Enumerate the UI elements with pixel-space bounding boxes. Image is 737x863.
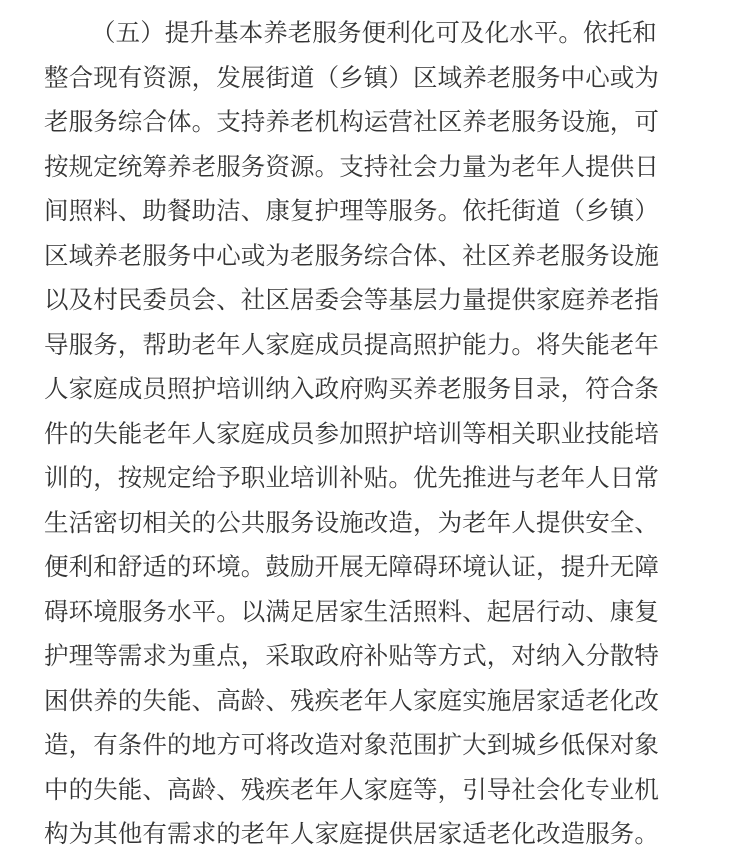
paragraph-line: 间照料、助餐助洁、康复护理等服务。依托街道（乡镇）	[44, 196, 659, 225]
paragraph-line: 造，有条件的地方可将改造对象范围扩大到城乡低保对象	[44, 730, 659, 759]
paragraph-line: 构为其他有需求的老年人家庭提供居家适老化改造服务。	[44, 819, 659, 848]
paragraph-line: 护理等需求为重点，采取政府补贴等方式，对纳入分散特	[44, 641, 659, 670]
paragraph-line: 训的，按规定给予职业培训补贴。优先推进与老年人日常	[44, 463, 659, 492]
paragraph-line: 便利和舒适的环境。鼓励开展无障碍环境认证，提升无障	[44, 552, 659, 581]
paragraph-line: （五）提升基本养老服务便利化可及化水平。依托和	[91, 18, 657, 47]
paragraph-line: 碍环境服务水平。以满足居家生活照料、起居行动、康复	[44, 597, 659, 626]
paragraph-line: 整合现有资源，发展街道（乡镇）区域养老服务中心或为	[44, 63, 659, 92]
paragraph-line: 件的失能老年人家庭成员参加照护培训等相关职业技能培	[44, 419, 659, 448]
paragraph-line: 中的失能、高龄、残疾老年人家庭等，引导社会化专业机	[44, 775, 659, 804]
paragraph-line: 区域养老服务中心或为老服务综合体、社区养老服务设施	[44, 241, 659, 270]
paragraph-line: 困供养的失能、高龄、残疾老年人家庭实施居家适老化改	[44, 686, 659, 715]
paragraph-line: 以及村民委员会、社区居委会等基层力量提供家庭养老指	[44, 285, 659, 314]
paragraph-line: 人家庭成员照护培训纳入政府购买养老服务目录，符合条	[44, 374, 659, 403]
paragraph-line: 生活密切相关的公共服务设施改造，为老年人提供安全、	[44, 508, 659, 537]
paragraph-line: 按规定统筹养老服务资源。支持社会力量为老年人提供日	[44, 152, 659, 181]
paragraph-line: 老服务综合体。支持养老机构运营社区养老服务设施，可	[44, 107, 659, 136]
paragraph-line: 导服务，帮助老年人家庭成员提高照护能力。将失能老年	[44, 330, 659, 359]
